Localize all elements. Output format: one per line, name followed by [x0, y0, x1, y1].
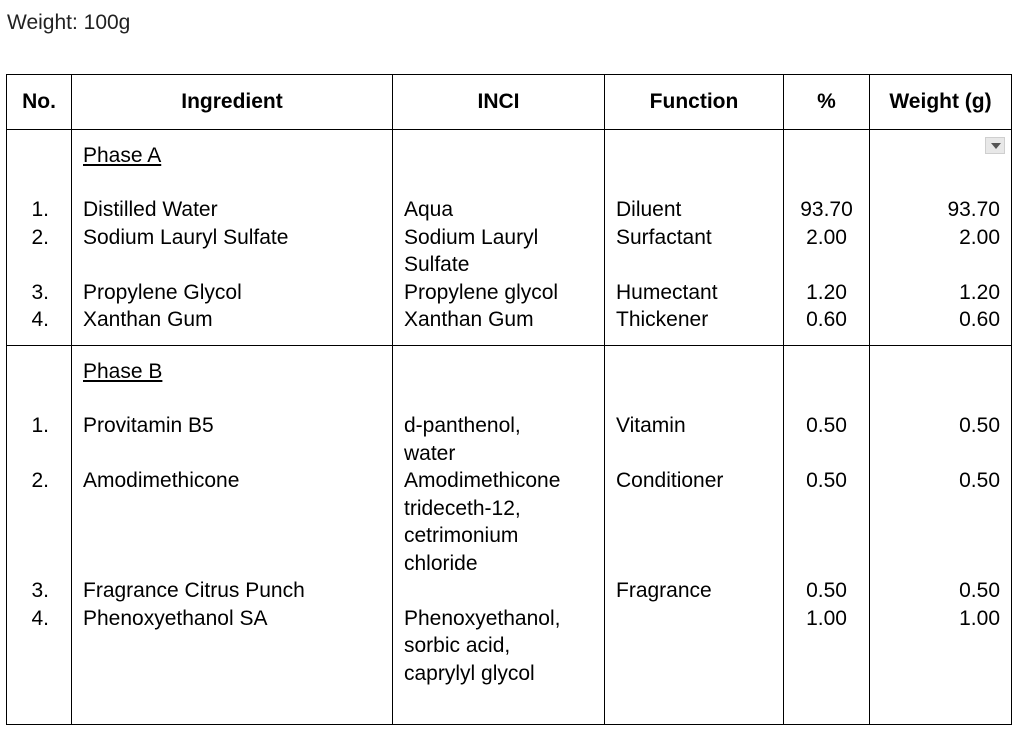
row-no: 2.	[31, 225, 49, 249]
inci-line: trideceth-12,	[404, 496, 521, 520]
row-no: 4.	[31, 308, 49, 331]
phase-a-block	[7, 130, 1012, 346]
function-value: Thickener	[616, 308, 709, 331]
row-no: 2.	[31, 469, 49, 492]
ingredient-name: Xanthan Gum	[83, 308, 213, 331]
percent-value: 0.50	[806, 579, 847, 602]
inci-line: cetrimonium	[404, 524, 519, 547]
function-value: Diluent	[616, 198, 682, 221]
ingredient-name: Provitamin B5	[83, 414, 214, 437]
inci-line: sorbic acid,	[404, 634, 511, 657]
inci-line: Propylene glycol	[404, 280, 559, 304]
phase-b-weight-cell	[870, 346, 1012, 725]
ingredient-name: Sodium Lauryl Sulfate	[83, 225, 289, 249]
weight-value: 0.50	[959, 579, 1000, 602]
inci-line: Xanthan Gum	[404, 308, 534, 331]
function-value: Surfactant	[616, 225, 712, 249]
inci-line: caprylyl glycol	[404, 661, 535, 685]
weight-value: 0.50	[959, 469, 1000, 492]
inci-line: water	[404, 441, 456, 465]
ingredient-name: Propylene Glycol	[83, 280, 242, 304]
percent-value: 0.50	[806, 414, 847, 437]
ingredient-name: Phenoxyethanol SA	[83, 606, 268, 630]
inci-line: Sulfate	[404, 253, 470, 276]
weight-label: Weight: 100g	[7, 11, 131, 34]
phase-b-percent-cell	[784, 346, 870, 725]
phase-b-block	[7, 346, 1012, 725]
percent-value: 0.50	[806, 469, 847, 492]
phase-b-ingredient-cell	[72, 346, 393, 725]
phase-a-function-cell	[605, 130, 784, 346]
function-value: Fragrance	[616, 579, 712, 602]
row-no: 1.	[31, 414, 49, 437]
inci-line: Phenoxyethanol,	[404, 606, 561, 630]
percent-value: 1.20	[806, 280, 847, 304]
percent-value: 93.70	[800, 198, 853, 221]
phase-a-percent-cell	[784, 130, 870, 346]
weight-value: 93.70	[947, 198, 1000, 221]
function-value: Vitamin	[616, 414, 686, 437]
weight-value: 1.20	[959, 280, 1000, 304]
row-no: 4.	[31, 606, 49, 630]
percent-value: 0.60	[806, 308, 847, 331]
weight-value: 1.00	[959, 606, 1000, 630]
header-row	[7, 75, 1012, 130]
phase-b-no-cell	[7, 346, 72, 725]
ingredient-name: Fragrance Citrus Punch	[83, 579, 305, 602]
inci-line: chloride	[404, 551, 478, 575]
weight-value: 2.00	[959, 225, 1000, 249]
phase-a-no-cell	[7, 130, 72, 346]
phase-a-inci-cell	[393, 130, 605, 346]
inci-line: Aqua	[404, 198, 454, 221]
phase-a-ingredient-cell	[72, 130, 393, 346]
inci-line: Sodium Lauryl	[404, 225, 539, 249]
inci-line: Amodimethicone	[404, 469, 561, 492]
weight-value: 0.60	[959, 308, 1000, 331]
ingredient-name: Amodimethicone	[83, 469, 240, 492]
phase-b-title: Phase B	[83, 360, 163, 383]
inci-line: d-panthenol,	[404, 414, 521, 437]
percent-value: 2.00	[806, 225, 847, 249]
formulation-table	[6, 74, 1012, 725]
ingredient-name: Distilled Water	[83, 198, 218, 221]
header-percent: %	[784, 75, 870, 130]
header-inci: INCI	[393, 75, 605, 130]
header-ingredient: Ingredient	[72, 75, 393, 130]
function-value: Conditioner	[616, 469, 724, 492]
weight-value: 0.50	[959, 414, 1000, 437]
phase-b-inci-cell	[393, 346, 605, 725]
percent-value: 1.00	[806, 606, 847, 630]
row-no: 3.	[31, 280, 49, 304]
header-no: No.	[7, 75, 72, 130]
header-function: Function	[605, 75, 784, 130]
phase-b-function-cell	[605, 346, 784, 725]
function-value: Humectant	[616, 280, 718, 304]
phase-a-weight-cell	[870, 130, 1012, 346]
dropdown-arrow-icon[interactable]	[985, 137, 1005, 154]
header-weight: Weight (g)	[870, 75, 1012, 130]
phase-a-title: Phase A	[83, 144, 162, 167]
row-no: 3.	[31, 579, 49, 602]
row-no: 1.	[31, 198, 49, 221]
